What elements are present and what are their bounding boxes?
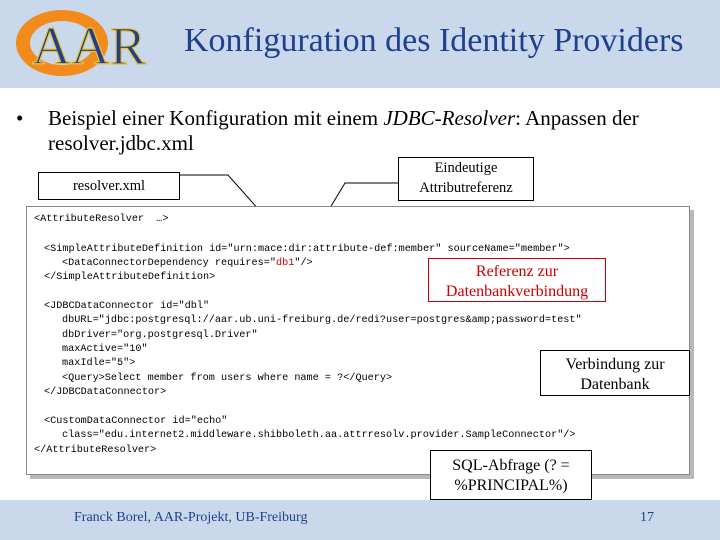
verbindung-line1: Verbindung zur [565,356,665,373]
resolver-xml-text: resolver.xml [72,178,146,194]
sql-callout [430,450,592,500]
code-line-2: <SimpleAttributeDefinition id="urn:mace:dir:attribute-def:member" sourceName="member"> [44,244,570,255]
page-number: 17 [640,510,654,525]
code-line-9: maxIdle="5"> [62,358,136,369]
code-line-4: </SimpleAttributeDefinition> [44,272,216,283]
bullet-text-suffix: : Anpassen der resolver.jdbc.xml [48,106,639,155]
verbindung-callout [540,350,690,396]
footer-author: Franck Borel, AAR-Projekt, UB-Freiburg [74,510,308,525]
eindeutige-attributreferenz-label [398,157,534,201]
sql-line1: SQL-Abfrage (? = [452,457,570,474]
eindeutige-line2: Attributreferenz [419,180,513,196]
bullet-symbol: • [16,106,24,130]
code-line-13: class="edu.internet2.middleware.shibboleth.aa.attrresolv.provider.SampleConnector"/> [62,430,576,441]
code-line-8: maxActive="10" [62,344,148,355]
code-line-3c: "/> [294,258,313,269]
referenz-callout [428,258,606,302]
code-line-6: dbURL="jdbc:postgresql://aar.ub.uni-freiburg.de/redi?user=postgres&amp;password=test" [62,315,582,326]
verbindung-line2: Datenbank [580,376,650,393]
code-line-1: <AttributeResolver …> [34,214,169,225]
resolver-xml-label [38,172,180,200]
referenz-line1: Referenz zur [475,263,559,280]
bullet-text-prefix: Beispiel einer Konfiguration mit einem [48,106,384,130]
code-line-14: </AttributeResolver> [34,445,157,456]
sql-line2: %PRINCIPAL%) [454,477,568,494]
slide-title: Konfiguration des Identity Providers [184,22,684,59]
eindeutige-line1: Eindeutige [434,160,498,176]
referenz-line2: Datenbankverbindung [445,283,589,300]
bullet-text-italic: JDBC-Resolver [383,106,516,130]
code-line-11: </JDBCDataConnector> [44,387,167,398]
code-line-3 [62,258,313,269]
code-line-7: dbDriver="org.postgresql.Driver" [62,330,258,341]
code-line-3a: <DataConnectorDependency requires=" [62,258,276,269]
code-line-5: <JDBCDataConnector id="dbl" [44,301,210,312]
db1-reference: db1 [275,258,295,269]
code-line-10: <Query>Select member from users where name = ?</Query> [62,373,393,384]
code-line-12: <CustomDataConnector id="echo" [44,416,228,427]
logo-text: AAR [32,16,147,76]
